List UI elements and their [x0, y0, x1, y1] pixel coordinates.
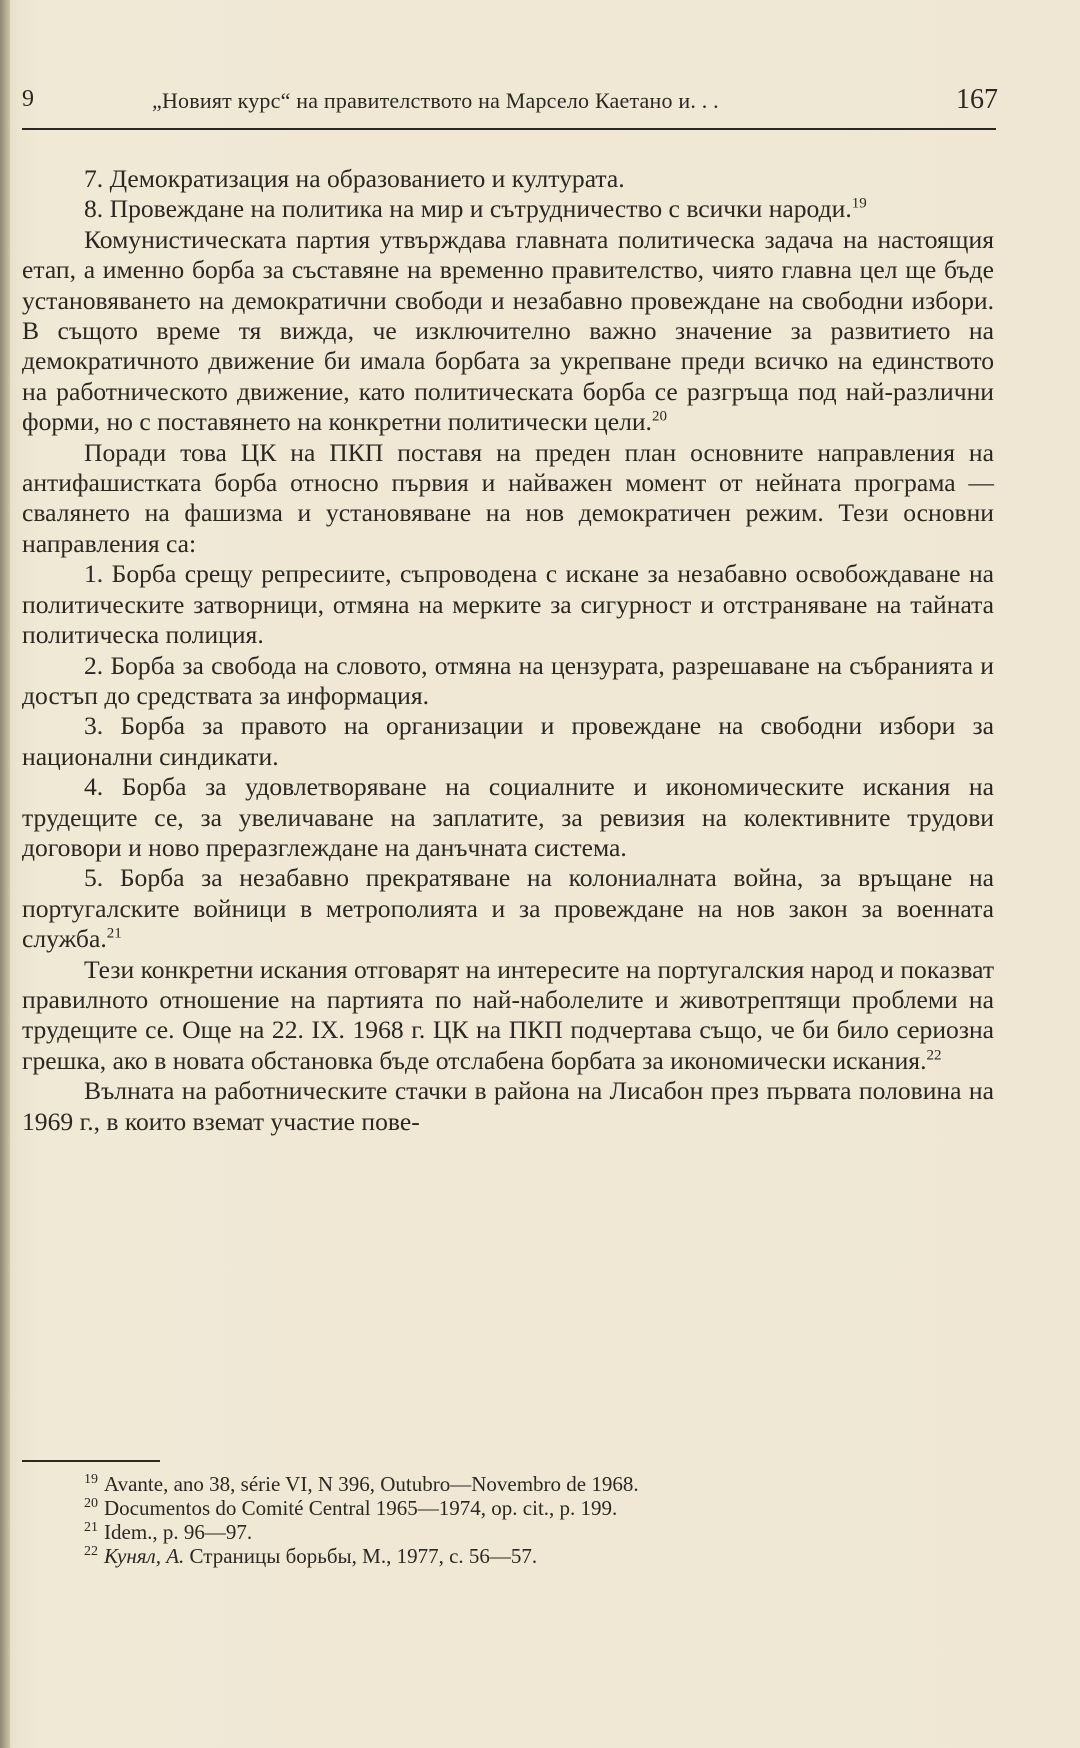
list-item: 1. Борба срещу репресиите, съпроводена с искане за незабавно освобождаване на политическите затворници, отмяна на мерките за сигурност и отстраняване на тайната политическа полиция. [22, 559, 994, 650]
footnote: $^{21}$ Idem., p. 96—97. [84, 1520, 253, 1544]
list-item: 4. Борба за удовлетворяване на социалните и икономическите искания на трудещите се, за увеличаване на заплатите, за ревизия на колективните трудови договори и ново преразглеждане на данъчната система. [22, 772, 994, 862]
footnote-rule [22, 1460, 160, 1462]
list-item: 3. Борба за правото на организации и провеждане на свободни избори за национални синдикати. [22, 711, 994, 771]
body-text [22, 164, 994, 1137]
paragraph: Комунистическата партия утвърждава главната политическа задача на настоящия етап, а именно борба за съставяне на временно правителство, чиято главна цел ще бъде установяването на демократични свободи и незабавно провеждане на свободни избори. В същото време тя вижда, че изключително важно значение за развитието на демократичното движение би имала борбата за укрепване преди всичко на единството на работническото движение, като политическата борба се разгръща под най-различни форми, но с поставянето на конкретни политически цели.$^{20}$ [22, 224, 994, 437]
footnote-ref: 22 [926, 1047, 942, 1064]
footnote-ref: 20 [651, 408, 667, 425]
binding-gutter [0, 0, 10, 1748]
footnote: $^{22}$ Кунял, А. Страницы борьбы, М., 1977, с. 56—57. [84, 1544, 538, 1568]
paragraph: 7. Демократизация на образованието и културата. [84, 164, 625, 193]
footnote: $^{20}$ Documentos do Comité Central 1965—1974, op. cit., p. 199. [84, 1496, 618, 1520]
list-item: 2. Борба за свобода на словото, отмяна на цензурата, разрешаване на събранията и достъп до средствата за информация. [22, 650, 994, 710]
footnote-ref: 19 [851, 195, 867, 212]
running-title: „Новият курс“ на правителството на Марсело Каетано и. . . [152, 88, 719, 113]
page-number: 167 [956, 84, 998, 115]
paragraph: 8. Провеждане на политика на мир и сътрудничество с всички народи.$^{19}$ [84, 194, 867, 224]
footnote-ref: 21 [106, 925, 122, 942]
paragraph: Тези конкретни искания отговарят на интересите на португалския народ и показват правилното отношение на партията по най-наболелите и животрептящи проблеми на трудещите се. Още на 22. IX. 1968 г. ЦК на ПКП подчертава също, че би било сериозна грешка, ако в новата обстановка бъде отслабена борбата за икономически искания.$^{22}$ [22, 954, 994, 1075]
footnotes [84, 1472, 984, 1568]
paragraph: Вълната на работническите стачки в района на Лисабон през първата половина на 1969 г., в които вземат участие пове- [22, 1076, 994, 1136]
running-header [22, 84, 998, 124]
list-item: 5. Борба за незабавно прекратяване на колониалната война, за връщане на португалските войници в метрополията и за провеждане на нов закон за военната служба.$^{21}$ [22, 863, 994, 954]
footnote: $^{19}$ Avante, ano 38, série VI, N 396, Outubro—Novembro de 1968. [84, 1472, 639, 1496]
header-mark: 9 [22, 86, 34, 112]
paragraph: Поради това ЦК на ПКП поставя на преден план основните направления на антифашистката борба относно първия и найважен момент от нейната програма — свалянето на фашизма и установяване на нов демократичен режим. Тези основни направления са: [22, 437, 994, 558]
header-rule [22, 128, 996, 130]
